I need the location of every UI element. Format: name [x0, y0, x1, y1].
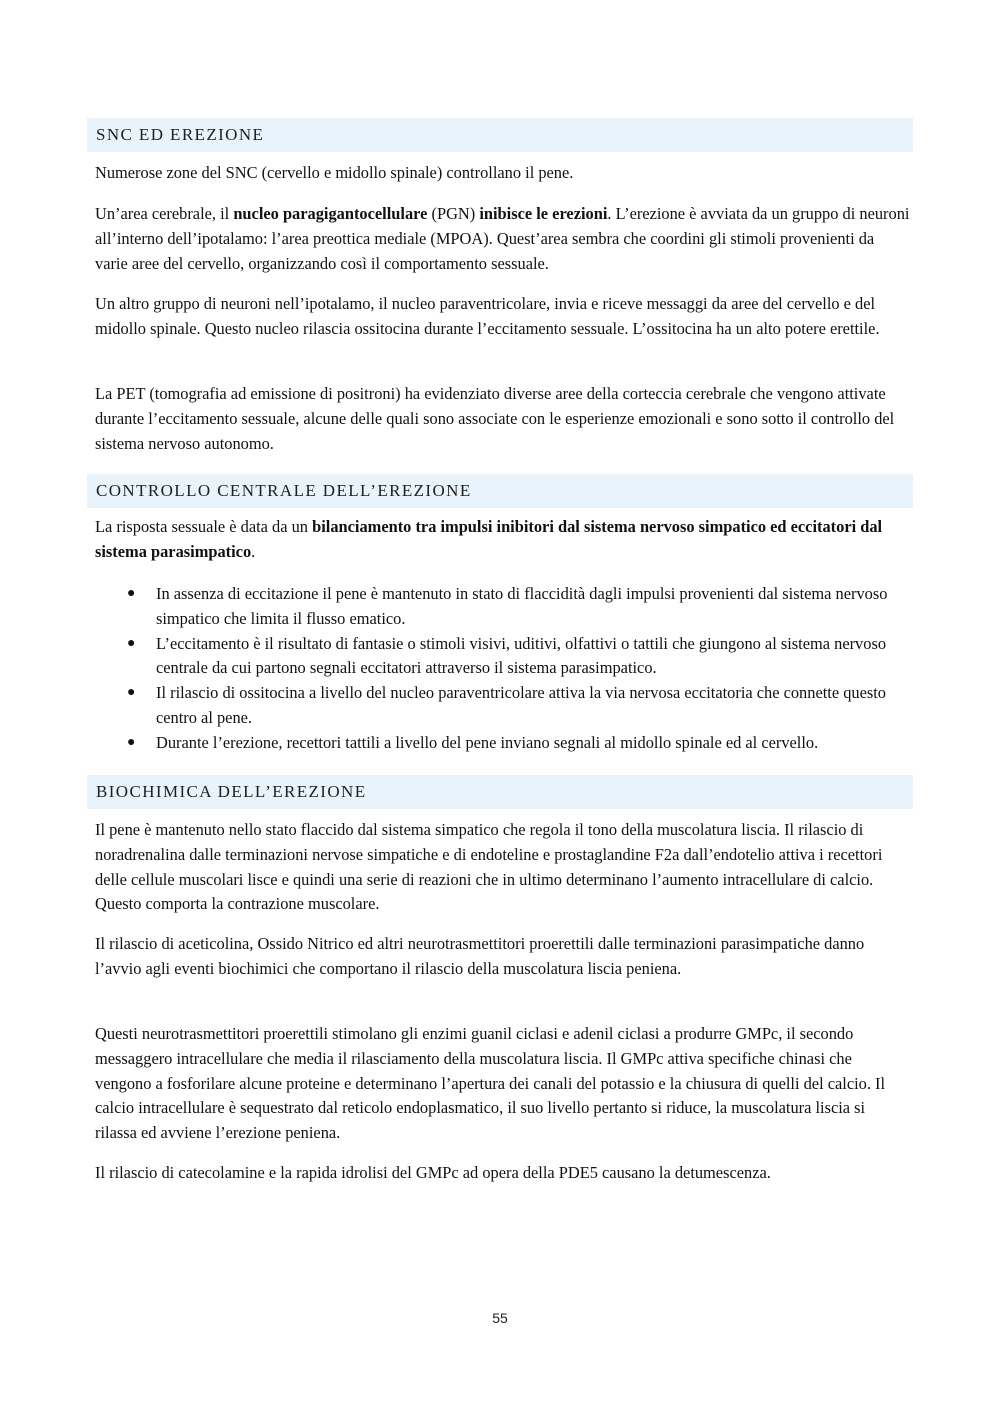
paragraph: Un altro gruppo di neuroni nell’ipotalamo, il nucleo paraventricolare, invia e riceve messaggi da aree del cervello e del midollo spinale. Questo nucleo rilascia ossitocina durante l’eccitamento sessuale. L’ossitocina ha un alto potere erettile.	[95, 294, 880, 338]
list-item: ● In assenza di eccitazione il pene è mantenuto in stato di flaccidità dagli impulsi provenienti dal sistema nervoso simpatico che limita il flusso ematico.	[127, 584, 888, 628]
bullet-icon: ●	[127, 635, 136, 651]
paragraph: Un’area cerebrale, il nucleo paragigantocellulare (PGN) inibisce le erezioni. L’erezione è avviata da un gruppo di neuroni all’interno dell’ipotalamo: l’area preottica mediale (MPOA). Quest’area sembra che coordini gli stimoli provenienti da varie aree del cervello, organizzando così il comportamento sessuale.	[95, 204, 910, 273]
section-heading-snc: SNC ED EREZIONE	[87, 118, 913, 152]
list-item: ● L’eccitamento è il risultato di fantasie o stimoli visivi, uditivi, olfattivi o tattili che giungono al sistema nervoso centrale da cui partono segnali eccitatori attraverso il sistema parasimpatico.	[127, 633, 887, 678]
bullet-icon: ●	[127, 685, 136, 701]
paragraph: Numerose zone del SNC (cervello e midollo spinale) controllano il pene.	[95, 163, 574, 182]
bullet-icon: ●	[127, 586, 136, 601]
bullet-icon: ●	[127, 734, 136, 750]
section-heading-controllo: CONTROLLO CENTRALE DELL’EREZIONE	[87, 474, 913, 508]
list-item: ● Durante l’erezione, recettori tattili a livello del pene inviano segnali al midollo spinale ed al cervello.	[95, 731, 910, 756]
section-heading-biochimica: BIOCHIMICA DELL’EREZIONE	[87, 775, 913, 809]
paragraph: Questi neurotrasmettitori proerettili stimolano gli enzimi guanil ciclasi e adenil ciclasi a produrre GMPc, il secondo messaggero intracellulare che media il rilasciamento della muscolatura liscia. Il GMPc attiva specifiche chinasi che vengono a fosforilare alcune proteine e determinano l’apertura dei canali del potassio e la chiusura di quelli del calcio. Il calcio intracellulare è sequestrato dal reticolo endoplasmatico, il suo livello pertanto si riduce, la muscolatura liscia si rilassa ed avviene l’erezione peniena.	[95, 1024, 886, 1143]
page-number: 55	[492, 1310, 508, 1326]
paragraph: Il rilascio di catecolamine e la rapida idrolisi del GMPc ad opera della PDE5 causano la detumescenza.	[95, 1163, 771, 1182]
paragraph: Il pene è mantenuto nello stato flaccido dal sistema simpatico che regola il tono della muscolatura liscia. Il rilascio di noradrenalina dalle terminazioni nervose simpatiche e di endoteline e prostaglandine F2a dall’endotelio attiva i recettori delle cellule muscolari lisce e quindi una serie di reazioni che in ultimo determinano l’aumento intracellulare di calcio. Questo comporta la contrazione muscolare.	[95, 820, 883, 914]
paragraph: La PET (tomografia ad emissione di positroni) ha evidenziato diverse aree della corteccia cerebrale che vengono attivate durante l’eccitamento sessuale, alcune delle quali sono associate con le esperienze emozionali e sono sotto il controllo del sistema nervoso autonomo.	[95, 384, 895, 453]
bullet-list	[95, 582, 910, 756]
list-item: ● Il rilascio di ossitocina a livello del nucleo paraventricolare attiva la via nervosa eccitatoria che connette questo centro al pene.	[127, 683, 886, 727]
paragraph: La risposta sessuale è data da un bilanciamento tra impulsi inibitori dal sistema nervoso simpatico ed eccitatori dal sistema parasimpatico.	[95, 517, 883, 561]
paragraph: Il rilascio di aceticolina, Ossido Nitrico ed altri neurotrasmettitori proerettili dalle terminazioni parasimpatiche danno l’avvio agli eventi biochimici che comportano il rilascio della muscolatura liscia peniena.	[95, 934, 865, 978]
